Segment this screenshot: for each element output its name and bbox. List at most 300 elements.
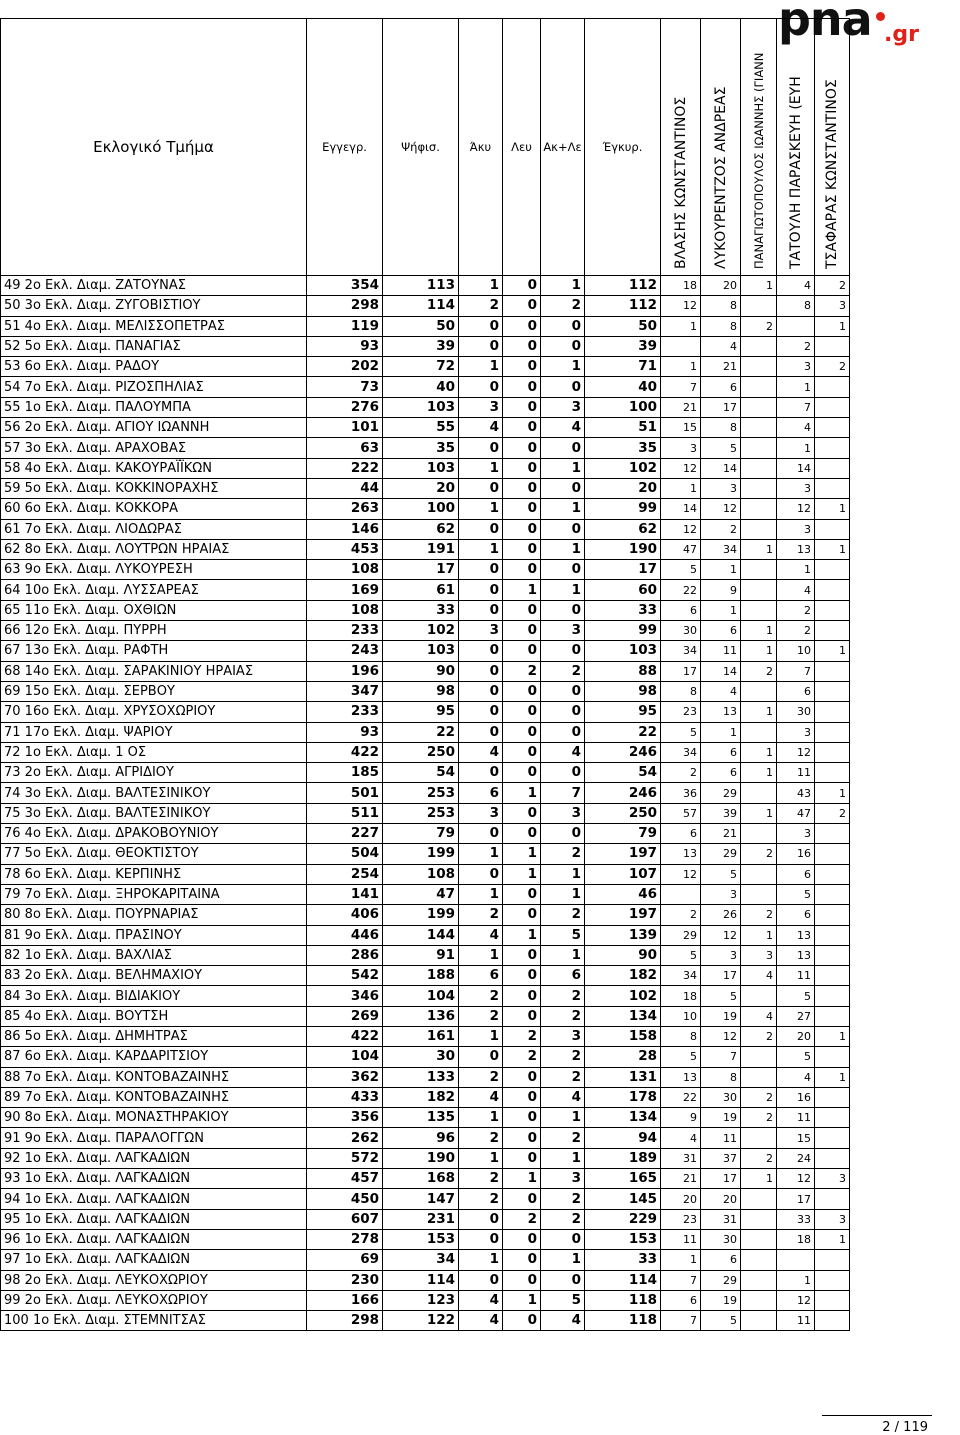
row-candidate-3: 1 [741, 763, 777, 783]
candidate-4-name: ΤΑΤΟΥΛΗ ΠΑΡΑΣΚΕΥΗ (ΕΥΗ [787, 76, 804, 269]
logo-dot [876, 12, 885, 21]
row-candidate-1: 2 [661, 763, 701, 783]
row-invalid-blank: 1 [541, 276, 585, 296]
row-blank: 0 [503, 702, 541, 722]
row-candidate-3 [741, 519, 777, 539]
row-valid: 71 [585, 357, 661, 377]
row-valid: 90 [585, 945, 661, 965]
row-candidate-2: 8 [701, 1067, 741, 1087]
row-blank: 0 [503, 336, 541, 356]
row-invalid-blank: 4 [541, 742, 585, 762]
row-candidate-1: 7 [661, 1311, 701, 1331]
row-candidate-5 [815, 1006, 850, 1026]
row-candidate-1 [661, 884, 701, 904]
row-candidate-4: 2 [777, 600, 815, 620]
row-candidate-3 [741, 600, 777, 620]
row-candidate-2: 1 [701, 560, 741, 580]
header-registered: Εγγεγρ. [307, 19, 383, 276]
row-invalid-blank: 6 [541, 966, 585, 986]
table-row [1, 1270, 850, 1290]
row-registered: 243 [307, 641, 383, 661]
row-voted: 250 [383, 742, 459, 762]
row-blank: 0 [503, 276, 541, 296]
row-invalid: 1 [459, 1250, 503, 1270]
row-candidate-5 [815, 519, 850, 539]
row-voted: 190 [383, 1148, 459, 1168]
row-invalid: 1 [459, 458, 503, 478]
row-voted: 103 [383, 397, 459, 417]
row-blank: 0 [503, 1087, 541, 1107]
row-candidate-4: 11 [777, 763, 815, 783]
row-invalid-blank: 0 [541, 722, 585, 742]
row-candidate-4: 5 [777, 1047, 815, 1067]
table-row [1, 1026, 850, 1046]
header-valid: Έγκυρ. [585, 19, 661, 276]
row-invalid-blank: 1 [541, 864, 585, 884]
row-registered: 356 [307, 1108, 383, 1128]
row-candidate-3: 2 [741, 1108, 777, 1128]
row-blank: 0 [503, 905, 541, 925]
row-candidate-3 [741, 336, 777, 356]
row-candidate-4: 12 [777, 499, 815, 519]
row-candidate-3 [741, 1189, 777, 1209]
row-candidate-4 [777, 316, 815, 336]
row-section: 70 16ο Εκλ. Διαμ. ΧΡΥΣΟΧΩΡΙΟΥ [1, 702, 307, 722]
row-registered: 572 [307, 1148, 383, 1168]
row-blank: 0 [503, 945, 541, 965]
row-section: 86 5ο Εκλ. Διαμ. ΔΗΜΗΤΡΑΣ [1, 1026, 307, 1046]
row-invalid-blank: 0 [541, 824, 585, 844]
table-row [1, 824, 850, 844]
header-candidate-3 [741, 19, 777, 276]
row-candidate-2: 3 [701, 478, 741, 498]
row-candidate-3 [741, 458, 777, 478]
table-row [1, 519, 850, 539]
row-candidate-5 [815, 884, 850, 904]
row-voted: 39 [383, 336, 459, 356]
row-voted: 95 [383, 702, 459, 722]
row-voted: 54 [383, 763, 459, 783]
table-row [1, 722, 850, 742]
row-section: 71 17ο Εκλ. Διαμ. ΨΑΡΙΟΥ [1, 722, 307, 742]
row-section: 50 3ο Εκλ. Διαμ. ΖΥΓΟΒΙΣΤΙΟΥ [1, 296, 307, 316]
candidate-5-name: ΤΣΑΦΑΡΑΣ ΚΩΝΣΤΑΝΤΙΝΟΣ [824, 79, 840, 269]
row-candidate-5: 2 [815, 276, 850, 296]
row-voted: 114 [383, 1270, 459, 1290]
row-candidate-5 [815, 418, 850, 438]
row-candidate-3: 2 [741, 905, 777, 925]
header-candidate-5 [815, 19, 850, 276]
row-invalid: 0 [459, 1047, 503, 1067]
row-candidate-1: 12 [661, 296, 701, 316]
table-row [1, 296, 850, 316]
row-voted: 47 [383, 884, 459, 904]
header-candidate-1 [661, 19, 701, 276]
row-voted: 188 [383, 966, 459, 986]
table-row [1, 1250, 850, 1270]
row-section: 73 2ο Εκλ. Διαμ. ΑΓΡΙΔΙΟΥ [1, 763, 307, 783]
row-invalid: 0 [459, 1270, 503, 1290]
row-invalid-blank: 0 [541, 377, 585, 397]
row-valid: 22 [585, 722, 661, 742]
row-candidate-4: 3 [777, 478, 815, 498]
row-blank: 0 [503, 1229, 541, 1249]
row-candidate-2: 31 [701, 1209, 741, 1229]
row-registered: 73 [307, 377, 383, 397]
row-candidate-3 [741, 824, 777, 844]
row-valid: 114 [585, 1270, 661, 1290]
row-blank: 0 [503, 803, 541, 823]
row-candidate-2: 5 [701, 438, 741, 458]
row-blank: 0 [503, 296, 541, 316]
row-registered: 433 [307, 1087, 383, 1107]
row-invalid: 1 [459, 884, 503, 904]
row-registered: 450 [307, 1189, 383, 1209]
row-voted: 231 [383, 1209, 459, 1229]
row-candidate-4: 17 [777, 1189, 815, 1209]
row-candidate-4: 3 [777, 519, 815, 539]
table-row [1, 763, 850, 783]
row-voted: 62 [383, 519, 459, 539]
row-registered: 457 [307, 1169, 383, 1189]
row-invalid-blank: 1 [541, 1148, 585, 1168]
row-blank: 0 [503, 1006, 541, 1026]
row-voted: 30 [383, 1047, 459, 1067]
row-voted: 50 [383, 316, 459, 336]
table-row [1, 1290, 850, 1310]
row-invalid: 0 [459, 336, 503, 356]
row-candidate-5 [815, 966, 850, 986]
row-candidate-5 [815, 1148, 850, 1168]
row-section: 92 1ο Εκλ. Διαμ. ΛΑΓΚΑΔΙΩΝ [1, 1148, 307, 1168]
row-valid: 246 [585, 742, 661, 762]
row-invalid-blank: 1 [541, 945, 585, 965]
row-candidate-1: 13 [661, 1067, 701, 1087]
row-blank: 1 [503, 1169, 541, 1189]
row-valid: 102 [585, 458, 661, 478]
row-invalid-blank: 0 [541, 438, 585, 458]
row-candidate-3: 4 [741, 966, 777, 986]
table-row [1, 276, 850, 296]
row-candidate-5 [815, 702, 850, 722]
table-row [1, 1169, 850, 1189]
row-invalid-blank: 5 [541, 1290, 585, 1310]
row-section: 49 2ο Εκλ. Διαμ. ΖΑΤΟΥΝΑΣ [1, 276, 307, 296]
row-candidate-1: 1 [661, 316, 701, 336]
row-invalid-blank: 1 [541, 1108, 585, 1128]
row-candidate-5 [815, 844, 850, 864]
row-candidate-4: 27 [777, 1006, 815, 1026]
row-valid: 60 [585, 580, 661, 600]
row-valid: 46 [585, 884, 661, 904]
row-invalid-blank: 4 [541, 1311, 585, 1331]
row-invalid: 2 [459, 296, 503, 316]
row-candidate-3: 2 [741, 661, 777, 681]
row-candidate-5 [815, 1290, 850, 1310]
table-row [1, 1047, 850, 1067]
row-registered: 276 [307, 397, 383, 417]
row-voted: 191 [383, 539, 459, 559]
row-registered: 269 [307, 1006, 383, 1026]
table-row [1, 783, 850, 803]
row-blank: 0 [503, 824, 541, 844]
row-candidate-1: 3 [661, 438, 701, 458]
row-valid: 102 [585, 986, 661, 1006]
row-voted: 55 [383, 418, 459, 438]
row-voted: 104 [383, 986, 459, 1006]
row-candidate-4: 12 [777, 742, 815, 762]
row-section: 78 6ο Εκλ. Διαμ. ΚΕΡΠΙΝΗΣ [1, 864, 307, 884]
row-candidate-5 [815, 560, 850, 580]
row-blank: 2 [503, 661, 541, 681]
table-row [1, 600, 850, 620]
row-candidate-1 [661, 336, 701, 356]
row-invalid: 1 [459, 357, 503, 377]
row-blank: 0 [503, 884, 541, 904]
table-row [1, 661, 850, 681]
row-valid: 20 [585, 478, 661, 498]
row-candidate-2: 34 [701, 539, 741, 559]
row-invalid: 4 [459, 1290, 503, 1310]
row-blank: 0 [503, 357, 541, 377]
table-row [1, 905, 850, 925]
row-voted: 103 [383, 458, 459, 478]
row-candidate-5 [815, 1270, 850, 1290]
row-candidate-3 [741, 722, 777, 742]
row-candidate-3 [741, 1128, 777, 1148]
row-candidate-4: 6 [777, 905, 815, 925]
row-registered: 254 [307, 864, 383, 884]
row-candidate-4: 6 [777, 864, 815, 884]
row-registered: 422 [307, 1026, 383, 1046]
row-section: 68 14ο Εκλ. Διαμ. ΣΑΡΑΚΙΝΙΟΥ ΗΡΑΙΑΣ [1, 661, 307, 681]
row-voted: 136 [383, 1006, 459, 1026]
row-candidate-4: 1 [777, 1270, 815, 1290]
header-section: Εκλογικό Τμήμα [1, 19, 307, 276]
row-invalid-blank: 0 [541, 681, 585, 701]
row-candidate-2: 5 [701, 1311, 741, 1331]
row-invalid-blank: 0 [541, 641, 585, 661]
row-section: 74 3ο Εκλ. Διαμ. ΒΑΛΤΕΣΙΝΙΚΟΥ [1, 783, 307, 803]
row-candidate-4: 12 [777, 1290, 815, 1310]
header-candidate-2 [701, 19, 741, 276]
table-row [1, 357, 850, 377]
row-candidate-2: 30 [701, 1087, 741, 1107]
row-blank: 1 [503, 864, 541, 884]
row-candidate-4: 3 [777, 357, 815, 377]
row-valid: 88 [585, 661, 661, 681]
row-candidate-5 [815, 864, 850, 884]
row-candidate-2: 6 [701, 763, 741, 783]
row-valid: 107 [585, 864, 661, 884]
row-invalid: 2 [459, 1169, 503, 1189]
row-blank: 2 [503, 1209, 541, 1229]
row-candidate-5 [815, 681, 850, 701]
row-valid: 118 [585, 1311, 661, 1331]
row-candidate-1: 30 [661, 621, 701, 641]
row-valid: 62 [585, 519, 661, 539]
row-candidate-1: 23 [661, 702, 701, 722]
header-blank: Λευ [503, 19, 541, 276]
row-voted: 253 [383, 783, 459, 803]
row-valid: 189 [585, 1148, 661, 1168]
row-candidate-3 [741, 864, 777, 884]
row-valid: 197 [585, 905, 661, 925]
row-registered: 422 [307, 742, 383, 762]
row-invalid-blank: 2 [541, 1209, 585, 1229]
row-invalid: 2 [459, 986, 503, 1006]
row-candidate-1: 8 [661, 1026, 701, 1046]
row-invalid: 4 [459, 925, 503, 945]
row-candidate-5 [815, 824, 850, 844]
row-candidate-5 [815, 621, 850, 641]
row-candidate-2: 3 [701, 884, 741, 904]
row-invalid: 0 [459, 641, 503, 661]
row-candidate-3: 3 [741, 945, 777, 965]
row-registered: 354 [307, 276, 383, 296]
row-candidate-5: 3 [815, 296, 850, 316]
row-invalid: 4 [459, 742, 503, 762]
row-blank: 0 [503, 722, 541, 742]
row-candidate-3 [741, 1311, 777, 1331]
row-candidate-3 [741, 1229, 777, 1249]
row-candidate-4: 13 [777, 539, 815, 559]
row-valid: 250 [585, 803, 661, 823]
row-candidate-1: 12 [661, 458, 701, 478]
row-invalid: 4 [459, 1087, 503, 1107]
row-section: 83 2ο Εκλ. Διαμ. ΒΕΛΗΜΑΧΙΟΥ [1, 966, 307, 986]
row-voted: 79 [383, 824, 459, 844]
row-blank: 0 [503, 1189, 541, 1209]
row-candidate-2: 30 [701, 1229, 741, 1249]
row-invalid-blank: 1 [541, 539, 585, 559]
row-candidate-3 [741, 1209, 777, 1229]
row-blank: 0 [503, 418, 541, 438]
row-candidate-1: 18 [661, 276, 701, 296]
row-section: 93 1ο Εκλ. Διαμ. ΛΑΓΚΑΔΙΩΝ [1, 1169, 307, 1189]
row-candidate-5 [815, 1250, 850, 1270]
row-candidate-2: 26 [701, 905, 741, 925]
row-invalid: 1 [459, 1026, 503, 1046]
row-valid: 50 [585, 316, 661, 336]
row-candidate-2: 6 [701, 377, 741, 397]
table-row [1, 803, 850, 823]
row-candidate-3 [741, 580, 777, 600]
row-valid: 112 [585, 296, 661, 316]
row-registered: 196 [307, 661, 383, 681]
row-section: 84 3ο Εκλ. Διαμ. ΒΙΔΙΑΚΙΟΥ [1, 986, 307, 1006]
row-section: 97 1ο Εκλ. Διαμ. ΛΑΓΚΑΔΙΩΝ [1, 1250, 307, 1270]
row-candidate-3: 2 [741, 1087, 777, 1107]
row-invalid: 1 [459, 1148, 503, 1168]
row-candidate-1: 1 [661, 478, 701, 498]
table-row [1, 702, 850, 722]
row-candidate-2: 8 [701, 296, 741, 316]
row-valid: 99 [585, 499, 661, 519]
row-candidate-1: 36 [661, 783, 701, 803]
header-candidate-4 [777, 19, 815, 276]
row-section: 91 9ο Εκλ. Διαμ. ΠΑΡΑΛΟΓΓΩΝ [1, 1128, 307, 1148]
row-registered: 119 [307, 316, 383, 336]
row-candidate-4 [777, 1250, 815, 1270]
row-candidate-2: 6 [701, 742, 741, 762]
row-section: 90 8ο Εκλ. Διαμ. ΜΟΝΑΣΤΗΡΑΚΙΟΥ [1, 1108, 307, 1128]
row-candidate-5: 1 [815, 1067, 850, 1087]
row-candidate-2: 19 [701, 1290, 741, 1310]
row-registered: 166 [307, 1290, 383, 1310]
row-invalid-blank: 5 [541, 925, 585, 945]
row-valid: 158 [585, 1026, 661, 1046]
row-candidate-5 [815, 945, 850, 965]
row-blank: 1 [503, 925, 541, 945]
table-row [1, 925, 850, 945]
row-invalid: 0 [459, 824, 503, 844]
row-registered: 108 [307, 600, 383, 620]
row-candidate-5 [815, 986, 850, 1006]
row-valid: 95 [585, 702, 661, 722]
row-candidate-2: 11 [701, 1128, 741, 1148]
row-candidate-3 [741, 986, 777, 1006]
row-candidate-5 [815, 925, 850, 945]
row-blank: 0 [503, 458, 541, 478]
row-section: 66 12ο Εκλ. Διαμ. ΠΥΡΡΗ [1, 621, 307, 641]
row-registered: 230 [307, 1270, 383, 1290]
row-candidate-4: 4 [777, 580, 815, 600]
row-voted: 61 [383, 580, 459, 600]
row-candidate-1: 22 [661, 580, 701, 600]
row-registered: 278 [307, 1229, 383, 1249]
row-candidate-3 [741, 377, 777, 397]
row-registered: 63 [307, 438, 383, 458]
results-body [1, 276, 850, 1331]
row-invalid-blank: 2 [541, 1006, 585, 1026]
row-valid: 134 [585, 1006, 661, 1026]
row-candidate-2: 8 [701, 316, 741, 336]
row-blank: 0 [503, 600, 541, 620]
table-row [1, 742, 850, 762]
row-section: 72 1ο Εκλ. Διαμ. 1 ΟΣ [1, 742, 307, 762]
row-section: 87 6ο Εκλ. Διαμ. ΚΑΡΔΑΡΙΤΣΙΟΥ [1, 1047, 307, 1067]
row-candidate-5 [815, 580, 850, 600]
row-candidate-5: 1 [815, 641, 850, 661]
row-valid: 246 [585, 783, 661, 803]
row-candidate-1: 34 [661, 641, 701, 661]
table-row [1, 986, 850, 1006]
row-valid: 17 [585, 560, 661, 580]
row-candidate-3 [741, 1067, 777, 1087]
row-registered: 511 [307, 803, 383, 823]
row-voted: 72 [383, 357, 459, 377]
row-section: 64 10ο Εκλ. Διαμ. ΛΥΣΣΑΡΕΑΣ [1, 580, 307, 600]
row-invalid: 4 [459, 1311, 503, 1331]
table-row [1, 621, 850, 641]
row-invalid: 0 [459, 600, 503, 620]
row-invalid-blank: 0 [541, 336, 585, 356]
row-candidate-3: 1 [741, 925, 777, 945]
row-blank: 0 [503, 986, 541, 1006]
row-voted: 123 [383, 1290, 459, 1310]
row-section: 98 2ο Εκλ. Διαμ. ΛΕΥΚΟΧΩΡΙΟΥ [1, 1270, 307, 1290]
row-candidate-3 [741, 560, 777, 580]
row-registered: 263 [307, 499, 383, 519]
row-voted: 102 [383, 621, 459, 641]
row-candidate-2: 11 [701, 641, 741, 661]
table-row [1, 458, 850, 478]
row-invalid-blank: 0 [541, 1270, 585, 1290]
row-section: 61 7ο Εκλ. Διαμ. ΛΙΟΔΩΡΑΣ [1, 519, 307, 539]
header-invalid: Άκυ [459, 19, 503, 276]
row-candidate-1: 2 [661, 905, 701, 925]
